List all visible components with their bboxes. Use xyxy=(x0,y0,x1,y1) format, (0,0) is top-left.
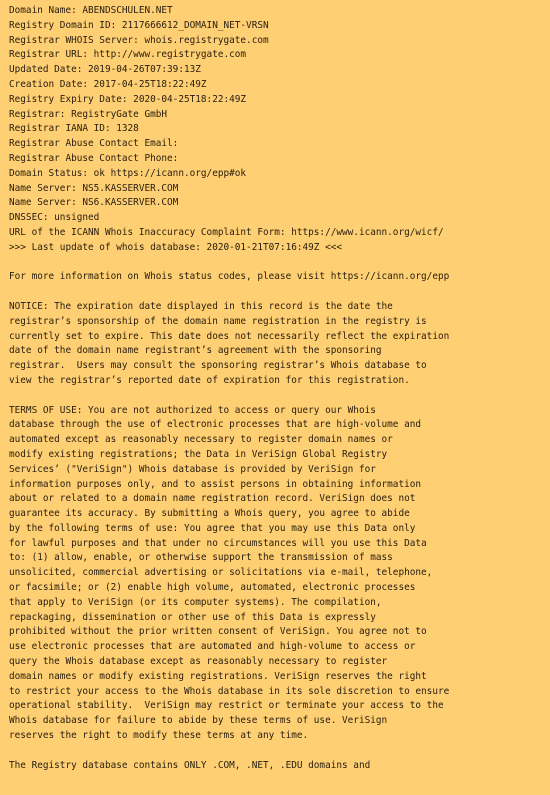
whois-line: Creation Date: 2017-04-25T18:22:49Z xyxy=(9,78,207,90)
whois-line: automated except as reasonably necessary to register domain names or xyxy=(9,434,393,446)
whois-line: modify existing registrations; the Data in VeriSign Global Registry xyxy=(9,448,388,460)
whois-line: Name Server: NS6.KASSERVER.COM xyxy=(9,197,179,209)
whois-line: currently set to expire. This date does not necessarily reflect the expiration xyxy=(9,330,450,342)
whois-line xyxy=(9,389,550,404)
whois-line: for lawful purposes and that under no circumstances will you use this Data xyxy=(9,537,427,549)
whois-line: to restrict your access to the Whois database in its sole discretion to ensure xyxy=(9,685,450,697)
whois-line xyxy=(9,744,550,759)
whois-line: URL of the ICANN Whois Inaccuracy Complaint Form: https://www.icann.org/wicf/ xyxy=(9,226,444,238)
whois-line: Registry Domain ID: 2117666612_DOMAIN_NET-VRSN xyxy=(9,19,269,31)
whois-line: TERMS OF USE: You are not authorized to access or query our Whois xyxy=(9,404,376,416)
whois-line xyxy=(9,256,550,271)
whois-line: or facsimile; or (2) enable high volume, automated, electronic processes xyxy=(9,582,416,594)
whois-line xyxy=(9,285,550,300)
whois-line: For more information on Whois status codes, please visit https://icann.org/epp xyxy=(9,271,450,283)
whois-line: Services’ ("VeriSign") Whois database is provided by VeriSign for xyxy=(9,463,376,475)
whois-line: registrar. Users may consult the sponsoring registrar’s Whois database to xyxy=(9,360,427,372)
whois-line: Domain Name: ABENDSCHULEN.NET xyxy=(9,5,173,16)
whois-line: that apply to VeriSign (or its computer systems). The compilation, xyxy=(9,596,382,608)
whois-line: domain names or modify existing registrations. VeriSign reserves the right xyxy=(9,670,427,682)
whois-line: view the registrar’s reported date of expiration for this registration. xyxy=(9,374,410,386)
whois-line: Name Server: NS5.KASSERVER.COM xyxy=(9,182,179,194)
whois-line: Domain Status: ok https://icann.org/epp#ok xyxy=(9,167,247,179)
whois-line: database through the use of electronic processes that are high-volume and xyxy=(9,419,422,431)
whois-line: Updated Date: 2019-04-26T07:39:13Z xyxy=(9,64,201,76)
whois-line: Registrar IANA ID: 1328 xyxy=(9,123,139,135)
whois-line: information purposes only, and to assist persons in obtaining information xyxy=(9,478,422,490)
whois-line: >>> Last update of whois database: 2020-01-21T07:16:49Z <<< xyxy=(9,241,343,253)
whois-line: about or related to a domain name registration record. VeriSign does not xyxy=(9,493,416,505)
whois-line: repackaging, dissemination or other use of this Data is expressly xyxy=(9,611,376,623)
whois-line: Whois database for failure to abide by these terms of use. VeriSign xyxy=(9,715,388,727)
whois-line: Registrar WHOIS Server: whois.registrygate.com xyxy=(9,34,269,46)
whois-line: operational stability. VeriSign may restrict or terminate your access to the xyxy=(9,700,444,712)
whois-line: Registrar Abuse Contact Email: xyxy=(9,138,179,150)
whois-line: NOTICE: The expiration date displayed in this record is the date the xyxy=(9,300,393,312)
whois-line: Registrar: RegistryGate GmbH xyxy=(9,108,168,120)
whois-line: The Registry database contains ONLY .COM, .NET, .EDU domains and xyxy=(9,759,371,771)
whois-line: DNSSEC: unsigned xyxy=(9,212,100,224)
whois-line: query the Whois database except as reasonably necessary to register xyxy=(9,656,388,668)
whois-line: registrar’s sponsorship of the domain name registration in the registry is xyxy=(9,315,427,327)
whois-line: unsolicited, commercial advertising or solicitations via e-mail, telephone, xyxy=(9,567,433,579)
whois-line: by the following terms of use: You agree that you may use this Data only xyxy=(9,522,416,534)
whois-line: to: (1) allow, enable, or otherwise support the transmission of mass xyxy=(9,552,393,564)
whois-line: reserves the right to modify these terms at any time. xyxy=(9,730,309,742)
whois-line: date of the domain name registrant’s agreement with the sponsoring xyxy=(9,345,382,357)
whois-line: Registry Expiry Date: 2020-04-25T18:22:49Z xyxy=(9,93,247,105)
whois-line: Registrar URL: http://www.registrygate.com xyxy=(9,49,247,61)
whois-line: prohibited without the prior written consent of VeriSign. You agree not to xyxy=(9,626,427,638)
whois-line: guarantee its accuracy. By submitting a Whois query, you agree to abide xyxy=(9,508,410,520)
whois-line: use electronic processes that are automated and high-volume to access or xyxy=(9,641,416,653)
whois-line: Registrar Abuse Contact Phone: xyxy=(9,152,179,164)
